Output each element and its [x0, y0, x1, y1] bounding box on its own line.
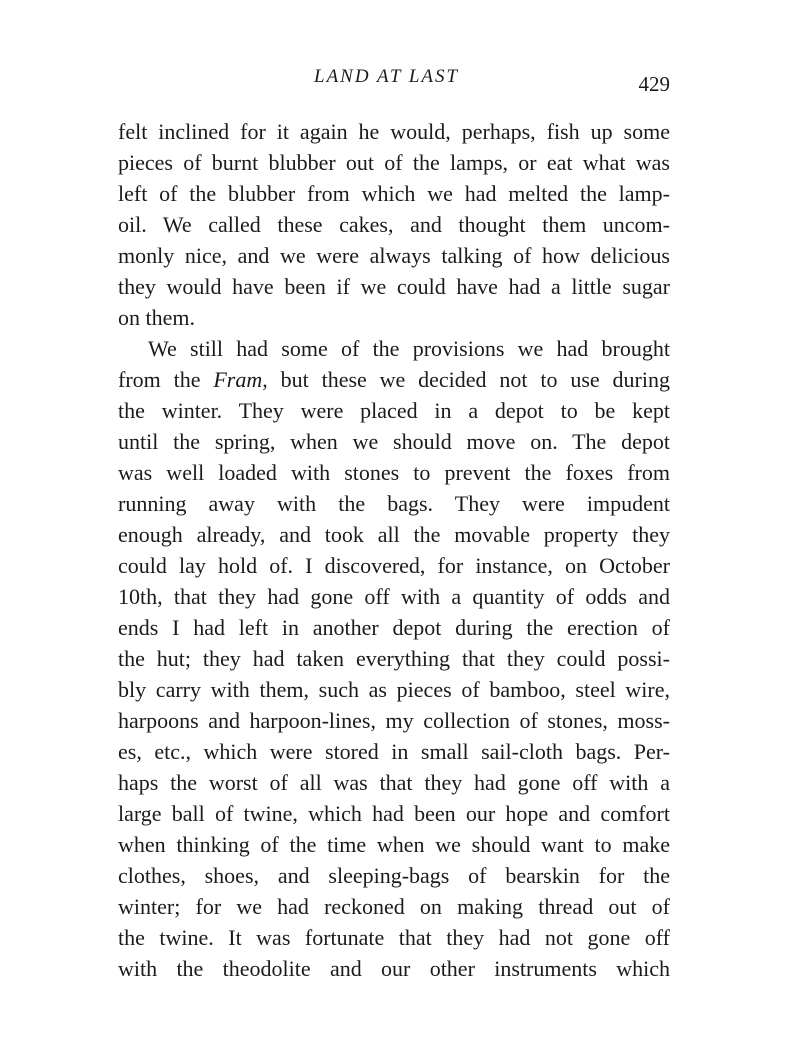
- text-line: they would have been if we could have had a little sugar: [118, 274, 670, 299]
- text-line: pieces of burnt blubber out of the lamps, or eat what was: [118, 150, 670, 175]
- running-title: LAND AT LAST: [314, 66, 460, 87]
- text-line: enough already, and took all the movable property they: [118, 522, 670, 547]
- body-text: [118, 116, 670, 984]
- text-line: felt inclined for it again he would, perhaps, fish up some: [118, 119, 670, 144]
- text-line: with the theodolite and our other instruments which: [118, 956, 670, 981]
- running-head: [118, 60, 670, 100]
- text-line-fram: [118, 364, 670, 395]
- text-line: the hut; they had taken everything that they could possi-: [118, 646, 670, 671]
- text-line: the twine. It was fortunate that they had not gone off: [118, 925, 670, 950]
- text-line: clothes, shoes, and sleeping-bags of bearskin for the: [118, 863, 670, 888]
- text-line: on them.: [118, 305, 195, 330]
- fram-before: from the: [118, 367, 214, 392]
- text-line: large ball of twine, which had been our hope and comfort: [118, 801, 670, 826]
- text-line: running away with the bags. They were impudent: [118, 491, 670, 516]
- text-line: harpoons and harpoon-lines, my collection of stones, moss-: [118, 708, 670, 733]
- text-line: ends I had left in another depot during the erection of: [118, 615, 670, 640]
- text-line: left of the blubber from which we had melted the lamp-: [118, 181, 670, 206]
- text-line: the winter. They were placed in a depot to be kept: [118, 398, 670, 423]
- page-number: 429: [638, 72, 670, 96]
- text-line: winter; for we had reckoned on making thread out of: [118, 894, 670, 919]
- text-line: until the spring, when we should move on. The depot: [118, 429, 670, 454]
- text-line: was well loaded with stones to prevent the foxes from: [118, 460, 670, 485]
- text-line: 10th, that they had gone off with a quantity of odds and: [118, 584, 670, 609]
- text-line: es, etc., which were stored in small sail-cloth bags. Per-: [118, 739, 670, 764]
- text-line: oil. We called these cakes, and thought them uncom-: [118, 212, 670, 237]
- text-line: when thinking of the time when we should want to make: [118, 832, 670, 857]
- text-line: We still had some of the provisions we had brought: [148, 336, 670, 361]
- fram-after: , but these we decided not to use during: [262, 367, 670, 392]
- text-line: could lay hold of. I discovered, for instance, on October: [118, 553, 670, 578]
- text-line: haps the worst of all was that they had gone off with a: [118, 770, 670, 795]
- text-line: monly nice, and we were always talking of how delicious: [118, 243, 670, 268]
- text-line: bly carry with them, such as pieces of bamboo, steel wire,: [118, 677, 670, 702]
- fram-italic: Fram: [213, 367, 263, 392]
